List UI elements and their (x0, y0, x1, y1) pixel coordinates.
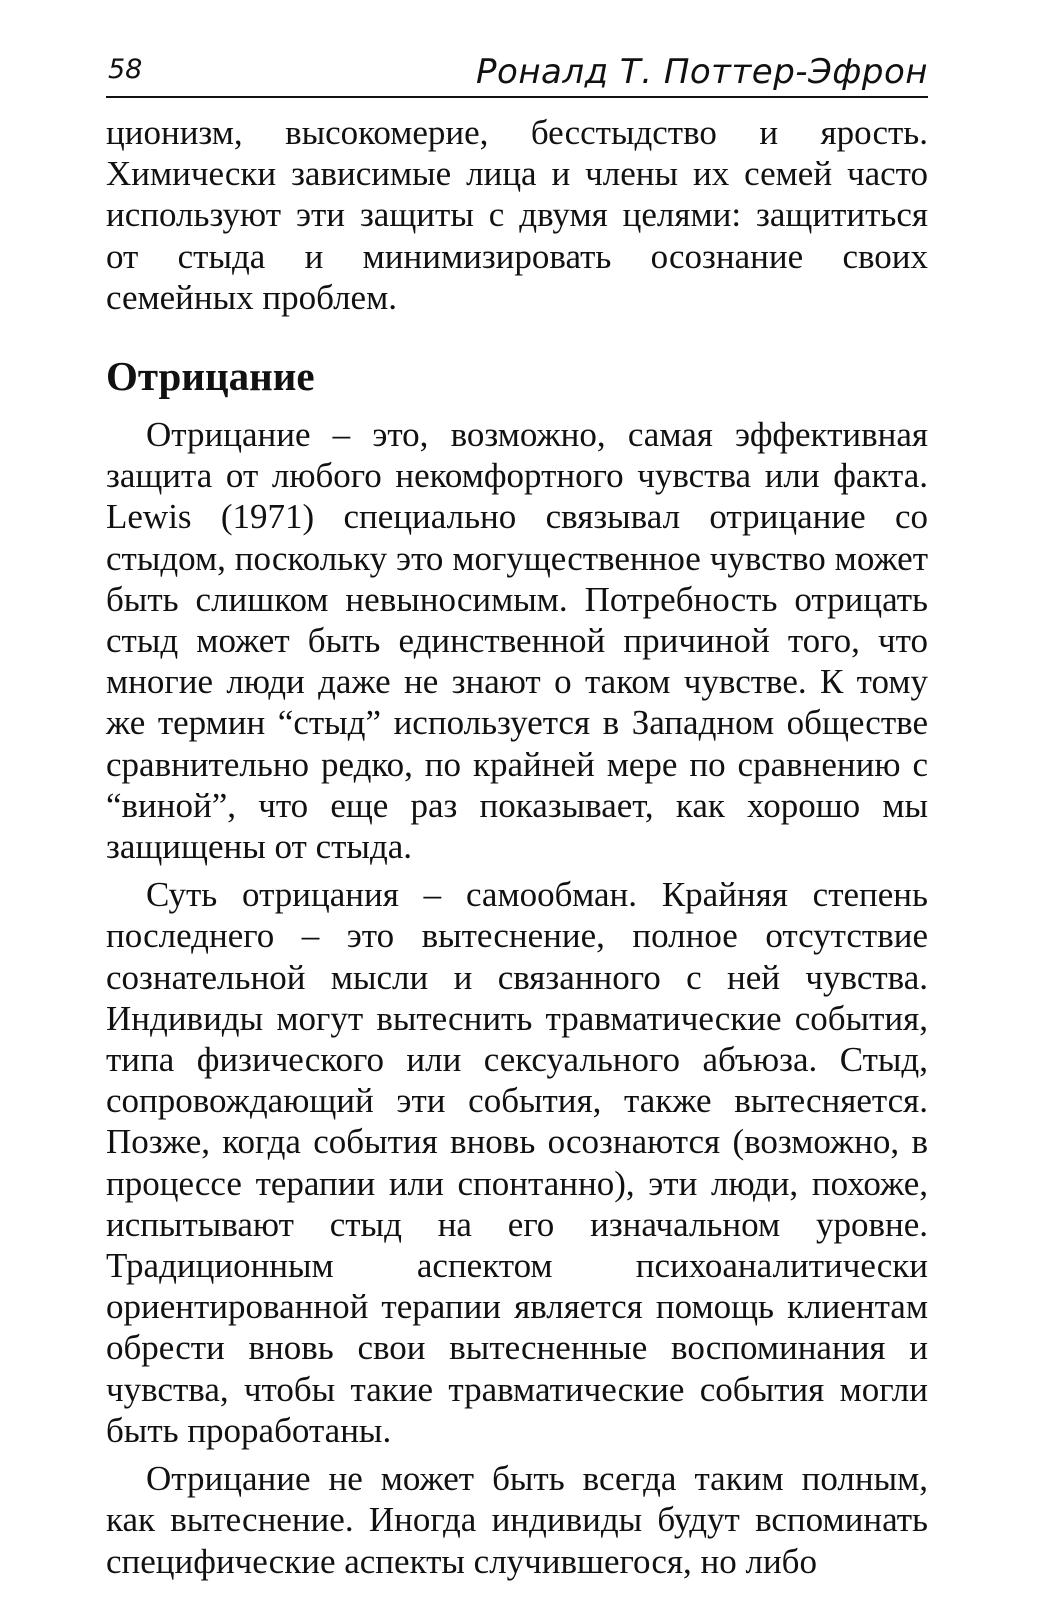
body-paragraph: Отрицание не может быть всегда таким полным, как вытеснение. Иногда индивиды будут вспоминать специфические аспекты случившегося, но либо (106, 1459, 928, 1581)
section-heading: Отрицание (106, 353, 315, 400)
running-head-author: Роналд Т. Поттер-Эфрон (476, 52, 928, 92)
body-paragraph: Суть отрицания – самообман. Крайняя степень последнего – это вытеснение, полное отсутствие сознательной мысли и связанного с ней чувства. Индивиды могут вытеснить травматические события, типа физического или сексуального абъюза. Стыд, сопровождающий эти события, также вытесняется. Позже, когда события вновь осознаются (возможно, в процессе терапии или спонтанно), эти люди, похоже, испытывают стыд на его изначальном уровне. Традиционным аспектом психоаналитически ориентированной терапии является помощь клиентам обрести вновь свои вытесненные воспоминания и чувства, чтобы такие травматические события могли быть проработаны. (106, 875, 928, 1450)
body-paragraph: Отрицание – это, возможно, самая эффективная защита от любого некомфортного чувства или факта. Lewis (1971) специально связывал отрицание со стыдом, поскольку это могущественное чувство может быть слишком невыносимым. Потребность отрицать стыд может быть единственной причиной того, что многие люди даже не знают о таком чувстве. К тому же термин “стыд” используется в Западном обществе сравнительно редко, по крайней мере по сравнению с “виной”, что еще раз показывает, как хорошо мы защищены от стыда. (106, 415, 928, 867)
page-header (106, 52, 928, 98)
page-body (106, 112, 928, 1582)
continuation-paragraph: ционизм, высокомерие, бесстыдство и ярость. Химически зависимые лица и члены их семей часто используют эти защиты с двумя целями: защититься от стыда и минимизировать осознание своих семейных проблем. (106, 113, 928, 317)
page-number: 58 (108, 54, 143, 85)
